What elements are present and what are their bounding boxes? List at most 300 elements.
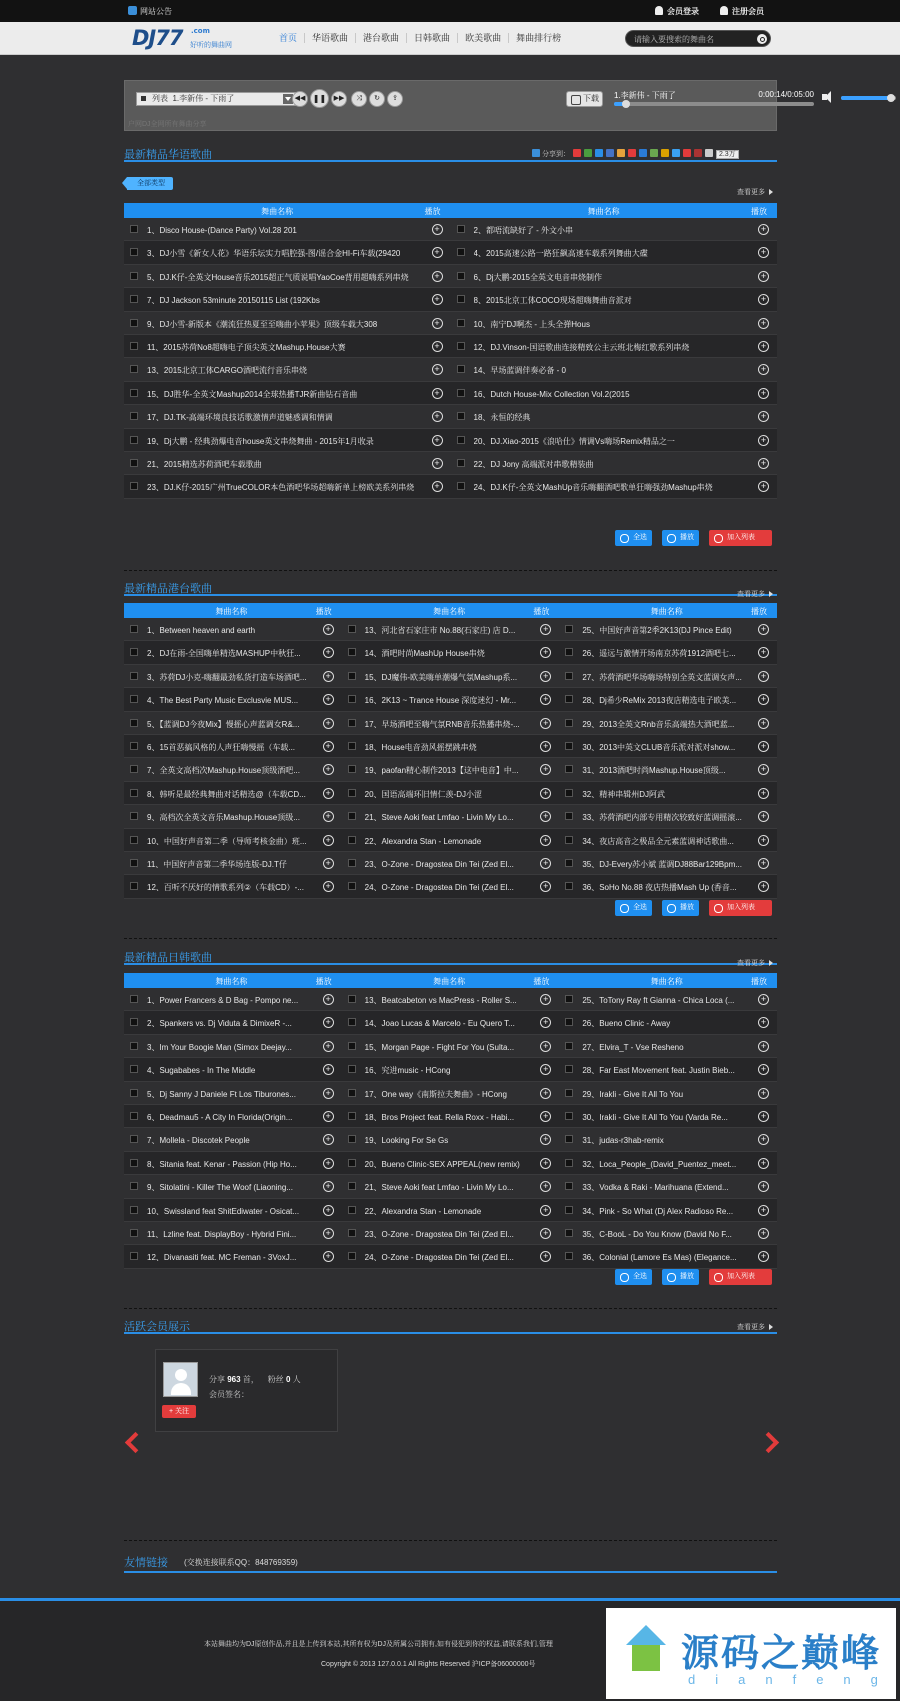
song-checkbox[interactable]: [348, 1112, 356, 1120]
song-checkbox[interactable]: [348, 812, 356, 820]
song-checkbox[interactable]: [348, 1159, 356, 1167]
add-song-icon[interactable]: +: [323, 1041, 334, 1052]
add-song-icon[interactable]: +: [432, 388, 443, 399]
song-title[interactable]: 3、Im Your Boogie Man (Simox Deejay...: [147, 1042, 292, 1052]
add-song-icon[interactable]: +: [758, 764, 769, 775]
song-title[interactable]: 5、Dj Sanny J Daniele Ft Los Tiburones...: [147, 1089, 296, 1099]
song-title[interactable]: 15、Morgan Page - Fight For You (Sulta...: [364, 1042, 515, 1052]
select-all-button[interactable]: 全选: [615, 1269, 652, 1285]
progress-bar[interactable]: [614, 102, 814, 106]
add-song-icon[interactable]: +: [758, 411, 769, 422]
song-title[interactable]: 13、2015北京工体CARGO酒吧流行音乐串烧: [147, 366, 308, 376]
song-checkbox[interactable]: [130, 1182, 138, 1190]
add-song-icon[interactable]: +: [540, 994, 551, 1005]
song-checkbox[interactable]: [130, 225, 138, 233]
song-title[interactable]: 28、Far East Movement feat. Justin Bieb...: [582, 1066, 735, 1076]
volume-handle[interactable]: [887, 94, 895, 102]
song-title[interactable]: 5、DJ.K仔-全英文House音乐2015超正气质说唱YaoCoe背用超嗨系列串烧: [147, 272, 409, 282]
share-platform-icon[interactable]: [595, 149, 603, 157]
song-checkbox[interactable]: [348, 882, 356, 890]
share-platform-icon[interactable]: [606, 149, 614, 157]
song-title[interactable]: 15、DJ胜华-全英文Mashup2014全球热播TJR新曲钻石音曲: [147, 389, 358, 399]
select-all-button[interactable]: 全选: [615, 530, 652, 546]
song-title[interactable]: 36、Colonial (Lamore Es Mas) (Elegance...: [582, 1253, 737, 1263]
song-title[interactable]: 31、judas-r3hab-remix: [582, 1136, 664, 1146]
song-title[interactable]: 16、Dutch House-Mix Collection Vol.2(2015: [473, 389, 630, 399]
song-title[interactable]: 14、酒吧时尚MashUp House串烧: [364, 649, 485, 659]
song-title[interactable]: 4、2015高速公路一路狂飙高速车载系列舞曲大碟: [473, 249, 648, 259]
song-checkbox[interactable]: [348, 1135, 356, 1143]
song-title[interactable]: 32、Loca_People_(David_Puentez_meet...: [582, 1159, 737, 1169]
song-title[interactable]: 19、Dj大鹏 - 经典劲爆电音house英文串烧舞曲 - 2015年1月收录: [147, 436, 374, 446]
song-checkbox[interactable]: [130, 836, 138, 844]
song-title[interactable]: 20、Bueno Clinic-SEX APPEAL(new remix): [364, 1159, 520, 1169]
shuffle-button[interactable]: ⤨: [351, 91, 367, 107]
song-title[interactable]: 8、2015北京工体COCO现场超嗨舞曲音派对: [473, 296, 632, 306]
song-checkbox[interactable]: [565, 625, 573, 633]
song-checkbox[interactable]: [130, 672, 138, 680]
song-title[interactable]: 30、Irakli - Give It All To You (Varda Re...: [582, 1112, 728, 1122]
song-checkbox[interactable]: [130, 459, 138, 467]
song-checkbox[interactable]: [457, 412, 465, 420]
add-song-icon[interactable]: +: [323, 811, 334, 822]
add-song-icon[interactable]: +: [758, 694, 769, 705]
song-title[interactable]: 25、中国好声音第2季2K13(DJ Pince Edit): [582, 626, 732, 635]
song-title[interactable]: 11、2015苏荷No8超嗨电子顶尖英文Mashup.House大赛: [147, 342, 346, 352]
song-checkbox[interactable]: [348, 672, 356, 680]
share-platform-icon[interactable]: [584, 149, 592, 157]
song-title[interactable]: 24、DJ.K仔-全英文MashUp音乐嗨翻酒吧歌单狂嗨强劲Mashup串烧: [473, 483, 713, 493]
play-pause-button[interactable]: ❚❚: [310, 89, 329, 108]
song-checkbox[interactable]: [130, 412, 138, 420]
repeat-button[interactable]: ↻: [369, 91, 385, 107]
search-input[interactable]: [634, 34, 749, 44]
song-checkbox[interactable]: [457, 319, 465, 327]
add-song-icon[interactable]: +: [758, 341, 769, 352]
add-song-icon[interactable]: +: [540, 1064, 551, 1075]
add-song-icon[interactable]: +: [758, 1111, 769, 1122]
add-song-icon[interactable]: +: [540, 718, 551, 729]
song-checkbox[interactable]: [565, 836, 573, 844]
follow-button[interactable]: + 关注: [162, 1405, 196, 1418]
song-checkbox[interactable]: [348, 1042, 356, 1050]
song-checkbox[interactable]: [130, 272, 138, 280]
song-title[interactable]: 28、Dj希少ReMix 2013夜店精选电子欧美...: [582, 696, 737, 706]
add-song-icon[interactable]: +: [758, 1041, 769, 1052]
song-checkbox[interactable]: [348, 859, 356, 867]
song-title[interactable]: 21、2015精选苏荷酒吧车载歌曲: [147, 459, 262, 469]
add-song-icon[interactable]: +: [758, 994, 769, 1005]
add-song-icon[interactable]: +: [540, 858, 551, 869]
add-song-icon[interactable]: +: [432, 294, 443, 305]
song-checkbox[interactable]: [130, 859, 138, 867]
share-platform-icon[interactable]: [573, 149, 581, 157]
song-checkbox[interactable]: [130, 342, 138, 350]
song-title[interactable]: 7、DJ Jackson 53minute 20150115 List (192Kbs: [147, 296, 320, 306]
song-title[interactable]: 7、Mollela - Discotek People: [147, 1136, 250, 1146]
add-song-icon[interactable]: +: [323, 624, 334, 635]
song-checkbox[interactable]: [130, 1018, 138, 1026]
song-checkbox[interactable]: [565, 1206, 573, 1214]
play-button[interactable]: 播放: [662, 530, 699, 546]
category-tag[interactable]: 全部类型: [127, 177, 173, 190]
download-button[interactable]: 下载: [566, 91, 603, 107]
add-song-icon[interactable]: +: [540, 647, 551, 658]
song-checkbox[interactable]: [565, 1112, 573, 1120]
song-checkbox[interactable]: [457, 459, 465, 467]
site-logo[interactable]: DJ77 .com 好听的舞曲网: [132, 26, 232, 50]
song-checkbox[interactable]: [565, 1135, 573, 1143]
song-checkbox[interactable]: [565, 1159, 573, 1167]
song-title[interactable]: 8、Sitania feat. Kenar - Passion (Hip Ho...: [147, 1159, 297, 1169]
add-song-icon[interactable]: +: [758, 1017, 769, 1028]
song-checkbox[interactable]: [348, 836, 356, 844]
song-checkbox[interactable]: [130, 1042, 138, 1050]
add-song-icon[interactable]: +: [758, 271, 769, 282]
next-button[interactable]: ▶▶: [331, 91, 347, 107]
nav-item-1[interactable]: 华语歌曲: [305, 33, 356, 43]
song-checkbox[interactable]: [130, 765, 138, 773]
song-checkbox[interactable]: [130, 1206, 138, 1214]
song-title[interactable]: 27、苏荷酒吧华场嗨场特别全英文蓝调女声...: [582, 672, 742, 682]
song-title[interactable]: 7、全英文高档次Mashup.House顶级酒吧...: [147, 766, 300, 776]
song-title[interactable]: 10、中国好声音第二季（导师考核金曲）班...: [147, 836, 307, 846]
song-checkbox[interactable]: [348, 1229, 356, 1237]
share-platform-icon[interactable]: [661, 149, 669, 157]
song-checkbox[interactable]: [348, 765, 356, 773]
song-title[interactable]: 31、2013酒吧时尚Mashup.House顶级...: [582, 766, 726, 776]
song-checkbox[interactable]: [565, 719, 573, 727]
add-song-icon[interactable]: +: [432, 247, 443, 258]
add-song-icon[interactable]: +: [758, 881, 769, 892]
song-checkbox[interactable]: [130, 648, 138, 656]
song-checkbox[interactable]: [565, 648, 573, 656]
song-checkbox[interactable]: [130, 1065, 138, 1073]
song-title[interactable]: 6、15首恶搞风格的人声狂嗨慢摇（车载...: [147, 742, 296, 752]
song-checkbox[interactable]: [130, 625, 138, 633]
add-song-icon[interactable]: +: [432, 458, 443, 469]
song-checkbox[interactable]: [130, 436, 138, 444]
song-title[interactable]: 23、O-Zone - Dragostea Din Tei (Zed El...: [364, 1229, 514, 1239]
song-title[interactable]: 22、DJ Jony 高端派对串歌精装曲: [473, 459, 594, 469]
song-checkbox[interactable]: [457, 272, 465, 280]
song-title[interactable]: 10、南宁DJ啊杰 - 上头全弹Hous: [473, 319, 590, 329]
song-title[interactable]: 1、Power Francers & D Bag - Pompo ne...: [147, 996, 299, 1005]
song-title[interactable]: 17、One way《南斯拉夫舞曲》- HCong: [364, 1089, 507, 1099]
song-title[interactable]: 29、Irakli - Give It All To You: [582, 1089, 684, 1099]
nav-item-2[interactable]: 港台歌曲: [356, 33, 407, 43]
share-platform-icon[interactable]: [617, 149, 625, 157]
add-song-icon[interactable]: +: [432, 364, 443, 375]
share-platform-icon[interactable]: [650, 149, 658, 157]
nav-item-4[interactable]: 欧美歌曲: [458, 33, 509, 43]
add-song-icon[interactable]: +: [540, 1134, 551, 1145]
add-song-icon[interactable]: +: [323, 858, 334, 869]
song-checkbox[interactable]: [348, 1089, 356, 1097]
song-checkbox[interactable]: [130, 248, 138, 256]
song-checkbox[interactable]: [348, 695, 356, 703]
nav-item-3[interactable]: 日韩歌曲: [407, 33, 458, 43]
song-title[interactable]: 3、DJ小雪《新女人花》华语乐坛实力唱腔强-图/谣合金HI-Fi车载(29420: [147, 249, 401, 259]
song-title[interactable]: 9、DJ小雪-新版本《潮流狂热夏至至嗨曲小苹果》顶级车载大308: [147, 319, 378, 329]
song-checkbox[interactable]: [457, 225, 465, 233]
add-song-icon[interactable]: +: [540, 694, 551, 705]
song-title[interactable]: 20、DJ.Xiao-2015《浪哈仕》情调Vs嗨场Remix精品之一: [473, 436, 675, 446]
song-checkbox[interactable]: [565, 1042, 573, 1050]
song-checkbox[interactable]: [565, 859, 573, 867]
add-song-icon[interactable]: +: [323, 994, 334, 1005]
song-title[interactable]: 15、DJ魔伟-欧美嗨单潮爆气氛Mashup系...: [364, 672, 518, 682]
add-song-icon[interactable]: +: [758, 835, 769, 846]
add-song-icon[interactable]: +: [758, 811, 769, 822]
song-checkbox[interactable]: [130, 995, 138, 1003]
add-song-icon[interactable]: +: [323, 881, 334, 892]
add-song-icon[interactable]: +: [323, 1181, 334, 1192]
add-song-icon[interactable]: +: [323, 1251, 334, 1262]
add-song-icon[interactable]: +: [758, 388, 769, 399]
progress-handle[interactable]: [622, 100, 630, 108]
add-song-icon[interactable]: +: [758, 1205, 769, 1216]
song-title[interactable]: 19、Looking For Se Gs: [364, 1136, 449, 1146]
add-song-icon[interactable]: +: [758, 624, 769, 635]
song-title[interactable]: 18、House电音劲风摇摆跳串烧: [364, 742, 477, 752]
add-song-icon[interactable]: +: [758, 481, 769, 492]
song-title[interactable]: 5、【蓝调DJ今夜Mix】慢摇心声蓝调女R&...: [147, 719, 300, 729]
share-platform-icon[interactable]: [705, 149, 713, 157]
register-link[interactable]: 注册会员: [720, 6, 764, 17]
share-platform-icon[interactable]: [672, 149, 680, 157]
add-song-icon[interactable]: +: [323, 1158, 334, 1169]
more-link-rihan[interactable]: 查看更多: [737, 958, 773, 968]
song-checkbox[interactable]: [348, 742, 356, 750]
song-checkbox[interactable]: [565, 742, 573, 750]
add-song-icon[interactable]: +: [432, 318, 443, 329]
add-song-icon[interactable]: +: [758, 1158, 769, 1169]
add-song-icon[interactable]: +: [540, 1017, 551, 1028]
song-checkbox[interactable]: [130, 719, 138, 727]
announcement-link[interactable]: 网站公告: [128, 6, 172, 17]
add-song-icon[interactable]: +: [323, 741, 334, 752]
song-checkbox[interactable]: [130, 1112, 138, 1120]
song-checkbox[interactable]: [130, 789, 138, 797]
add-song-icon[interactable]: +: [758, 364, 769, 375]
song-checkbox[interactable]: [130, 389, 138, 397]
song-title[interactable]: 32、精神串辑州DJ阿武: [582, 789, 666, 799]
song-checkbox[interactable]: [130, 742, 138, 750]
song-title[interactable]: 1、Disco House-(Dance Party) Vol.28 201: [147, 226, 297, 235]
add-song-icon[interactable]: +: [758, 718, 769, 729]
member-card[interactable]: [155, 1349, 338, 1432]
song-checkbox[interactable]: [565, 1252, 573, 1260]
play-button[interactable]: 播放: [662, 1269, 699, 1285]
add-song-icon[interactable]: +: [540, 1088, 551, 1099]
add-song-icon[interactable]: +: [540, 1111, 551, 1122]
add-song-icon[interactable]: +: [323, 764, 334, 775]
search-icon[interactable]: [757, 34, 767, 44]
song-checkbox[interactable]: [348, 625, 356, 633]
song-checkbox[interactable]: [457, 248, 465, 256]
add-song-icon[interactable]: +: [540, 788, 551, 799]
song-checkbox[interactable]: [130, 1229, 138, 1237]
song-checkbox[interactable]: [457, 436, 465, 444]
song-title[interactable]: 1、Between heaven and earth: [147, 626, 256, 635]
song-checkbox[interactable]: [457, 365, 465, 373]
add-list-button[interactable]: 加入列表: [709, 900, 772, 916]
share-platform-icon[interactable]: [639, 149, 647, 157]
song-title[interactable]: 9、高档次全英文音乐Mashup.House顶级...: [147, 813, 300, 823]
share-button[interactable]: ⇪: [387, 91, 403, 107]
song-checkbox[interactable]: [565, 672, 573, 680]
share-platform-icon[interactable]: [683, 149, 691, 157]
song-title[interactable]: 29、2013全英文Rnb音乐高端热大酒吧蓝...: [582, 719, 735, 729]
add-song-icon[interactable]: +: [323, 1228, 334, 1239]
song-title[interactable]: 33、苏荷酒吧内部专用精次较致好蓝调摇滚...: [582, 813, 742, 823]
add-song-icon[interactable]: +: [758, 1134, 769, 1145]
song-checkbox[interactable]: [130, 1252, 138, 1260]
avatar[interactable]: [163, 1362, 198, 1397]
add-song-icon[interactable]: +: [540, 671, 551, 682]
song-checkbox[interactable]: [130, 1089, 138, 1097]
song-title[interactable]: 3、苏荷DJ小克-嗨翻最劲私货打造车场酒吧...: [147, 672, 307, 682]
song-checkbox[interactable]: [457, 295, 465, 303]
add-song-icon[interactable]: +: [323, 1111, 334, 1122]
song-title[interactable]: 22、Alexandra Stan - Lemonade: [364, 1206, 482, 1216]
song-title[interactable]: 36、SoHo No.88 夜店热播Mash Up (香音...: [582, 883, 737, 893]
add-song-icon[interactable]: +: [540, 741, 551, 752]
song-title[interactable]: 2、都唔流缺好了 - 外文小串: [473, 226, 574, 235]
add-song-icon[interactable]: +: [323, 671, 334, 682]
song-title[interactable]: 12、百听不厌好的情歌系列②（车载CD）-...: [147, 883, 304, 893]
song-title[interactable]: 17、DJ.TK-高端环境良技话歌激情声道魅惑调和情调: [147, 413, 333, 423]
more-link-huayu[interactable]: 查看更多: [737, 187, 773, 197]
song-title[interactable]: 6、Dj大鹏-2015全英文电音串烧制作: [473, 272, 602, 282]
add-song-icon[interactable]: +: [758, 1088, 769, 1099]
song-checkbox[interactable]: [130, 812, 138, 820]
song-title[interactable]: 17、早场酒吧至嗨气氛RNB音乐热播串烧-...: [364, 719, 520, 729]
add-song-icon[interactable]: +: [758, 1228, 769, 1239]
add-song-icon[interactable]: +: [758, 647, 769, 658]
song-checkbox[interactable]: [348, 1182, 356, 1190]
add-song-icon[interactable]: +: [540, 835, 551, 846]
add-song-icon[interactable]: +: [758, 741, 769, 752]
add-song-icon[interactable]: +: [540, 1251, 551, 1262]
song-title[interactable]: 34、夜店高音之极品全元素蓝调神话歌曲...: [582, 836, 734, 846]
add-list-button[interactable]: 加入列表: [709, 530, 772, 546]
song-checkbox[interactable]: [565, 1182, 573, 1190]
song-checkbox[interactable]: [348, 1252, 356, 1260]
song-checkbox[interactable]: [565, 995, 573, 1003]
add-song-icon[interactable]: +: [758, 224, 769, 235]
song-title[interactable]: 16、究进music - HCong: [364, 1066, 451, 1076]
add-song-icon[interactable]: +: [432, 271, 443, 282]
song-checkbox[interactable]: [130, 882, 138, 890]
song-checkbox[interactable]: [565, 789, 573, 797]
song-checkbox[interactable]: [130, 695, 138, 703]
add-song-icon[interactable]: +: [432, 341, 443, 352]
add-song-icon[interactable]: +: [432, 411, 443, 422]
add-song-icon[interactable]: +: [323, 1088, 334, 1099]
song-title[interactable]: 24、O-Zone - Dragostea Din Tei (Zed El...: [364, 1253, 514, 1263]
song-title[interactable]: 22、Alexandra Stan - Lemonade: [364, 836, 482, 846]
song-checkbox[interactable]: [348, 995, 356, 1003]
more-link-members[interactable]: 查看更多: [737, 1322, 773, 1332]
song-title[interactable]: 9、Sitolatini - Killer The Woof (Liaoning...: [147, 1183, 293, 1193]
song-title[interactable]: 18、Bros Project feat. Rella Roxx - Habi...: [364, 1112, 515, 1122]
song-checkbox[interactable]: [130, 482, 138, 490]
add-song-icon[interactable]: +: [323, 1205, 334, 1216]
song-title[interactable]: 35、DJ-Every苏小斌 蓝调DJ88Bar129Bpm...: [582, 859, 742, 869]
volume-icon[interactable]: [822, 94, 827, 100]
song-title[interactable]: 18、永恒的经典: [473, 413, 531, 423]
nav-item-0[interactable]: 首页: [272, 33, 305, 43]
add-song-icon[interactable]: +: [323, 1017, 334, 1028]
add-song-icon[interactable]: +: [323, 647, 334, 658]
add-song-icon[interactable]: +: [540, 1041, 551, 1052]
song-title[interactable]: 26、遥远与激情开场南京苏荷1912酒吧七...: [582, 649, 736, 659]
song-checkbox[interactable]: [130, 365, 138, 373]
song-title[interactable]: 12、Divanasiti feat. MC Freman - 3VoxJ...: [147, 1253, 297, 1263]
add-song-icon[interactable]: +: [540, 1228, 551, 1239]
song-checkbox[interactable]: [457, 342, 465, 350]
song-checkbox[interactable]: [565, 765, 573, 773]
add-song-icon[interactable]: +: [758, 247, 769, 258]
song-title[interactable]: 27、Elvira_T - Vse Resheno: [582, 1042, 684, 1052]
add-song-icon[interactable]: +: [758, 858, 769, 869]
song-title[interactable]: 12、DJ.Vinson-国语歌曲连接精致公主云班北梅红歌系列串烧: [473, 342, 690, 352]
song-title[interactable]: 6、Deadmau5 - A City In Florida(Origin...: [147, 1112, 293, 1122]
song-checkbox[interactable]: [130, 319, 138, 327]
song-title[interactable]: 2、Spankers vs. Dj Viduta & DimixeR -...: [147, 1019, 292, 1029]
login-link[interactable]: 会员登录: [655, 6, 699, 17]
add-song-icon[interactable]: +: [758, 458, 769, 469]
song-title[interactable]: 30、2013中英文CLUB音乐派对派对show...: [582, 742, 736, 752]
song-checkbox[interactable]: [130, 1159, 138, 1167]
playlist-select[interactable]: 列表 1.李新伟 - 下雨了: [136, 92, 296, 106]
song-checkbox[interactable]: [348, 719, 356, 727]
add-song-icon[interactable]: +: [540, 1205, 551, 1216]
volume-slider[interactable]: [841, 96, 896, 100]
prev-button[interactable]: ◀◀: [292, 91, 308, 107]
song-title[interactable]: 2、DJ在雨-全国嗨单精选MASHUP中秋狂...: [147, 649, 301, 659]
song-checkbox[interactable]: [348, 1018, 356, 1026]
song-title[interactable]: 4、The Best Party Music Exclusvie MUS...: [147, 696, 299, 706]
song-title[interactable]: 11、Lzline feat. DisplayBoy - Hybrid Fini...: [147, 1229, 297, 1239]
song-title[interactable]: 24、O-Zone - Dragostea Din Tei (Zed El...: [364, 883, 514, 893]
add-song-icon[interactable]: +: [540, 764, 551, 775]
song-title[interactable]: 16、2K13 ~ Trance House 深度迷幻 - Mr...: [364, 696, 517, 706]
song-checkbox[interactable]: [130, 1135, 138, 1143]
song-title[interactable]: 25、ToTony Ray ft Gianna - Chica Loca (...: [582, 996, 735, 1005]
add-song-icon[interactable]: +: [432, 435, 443, 446]
add-song-icon[interactable]: +: [540, 624, 551, 635]
add-song-icon[interactable]: +: [540, 881, 551, 892]
song-title[interactable]: 23、O-Zone - Dragostea Din Tei (Zed El...: [364, 859, 514, 869]
add-song-icon[interactable]: +: [323, 1064, 334, 1075]
carousel-next-icon[interactable]: [763, 1432, 777, 1454]
song-title[interactable]: 35、C-BooL - Do You Know (David No F...: [582, 1229, 732, 1239]
select-all-button[interactable]: 全选: [615, 900, 652, 916]
song-checkbox[interactable]: [130, 295, 138, 303]
add-song-icon[interactable]: +: [323, 1134, 334, 1145]
song-title[interactable]: 19、paofan精心制作2013【这中电音】中...: [364, 766, 519, 776]
song-checkbox[interactable]: [565, 1229, 573, 1237]
song-title[interactable]: 10、Swissland feat ShitEdiwater - Osicat...: [147, 1206, 300, 1216]
add-song-icon[interactable]: +: [758, 435, 769, 446]
song-checkbox[interactable]: [565, 882, 573, 890]
song-checkbox[interactable]: [565, 1089, 573, 1097]
song-title[interactable]: 20、国语高端环旧情仁羡-DJ小涩: [364, 789, 482, 799]
song-title[interactable]: 8、韩听是最经典舞曲对话精选@（车载CD...: [147, 789, 306, 799]
